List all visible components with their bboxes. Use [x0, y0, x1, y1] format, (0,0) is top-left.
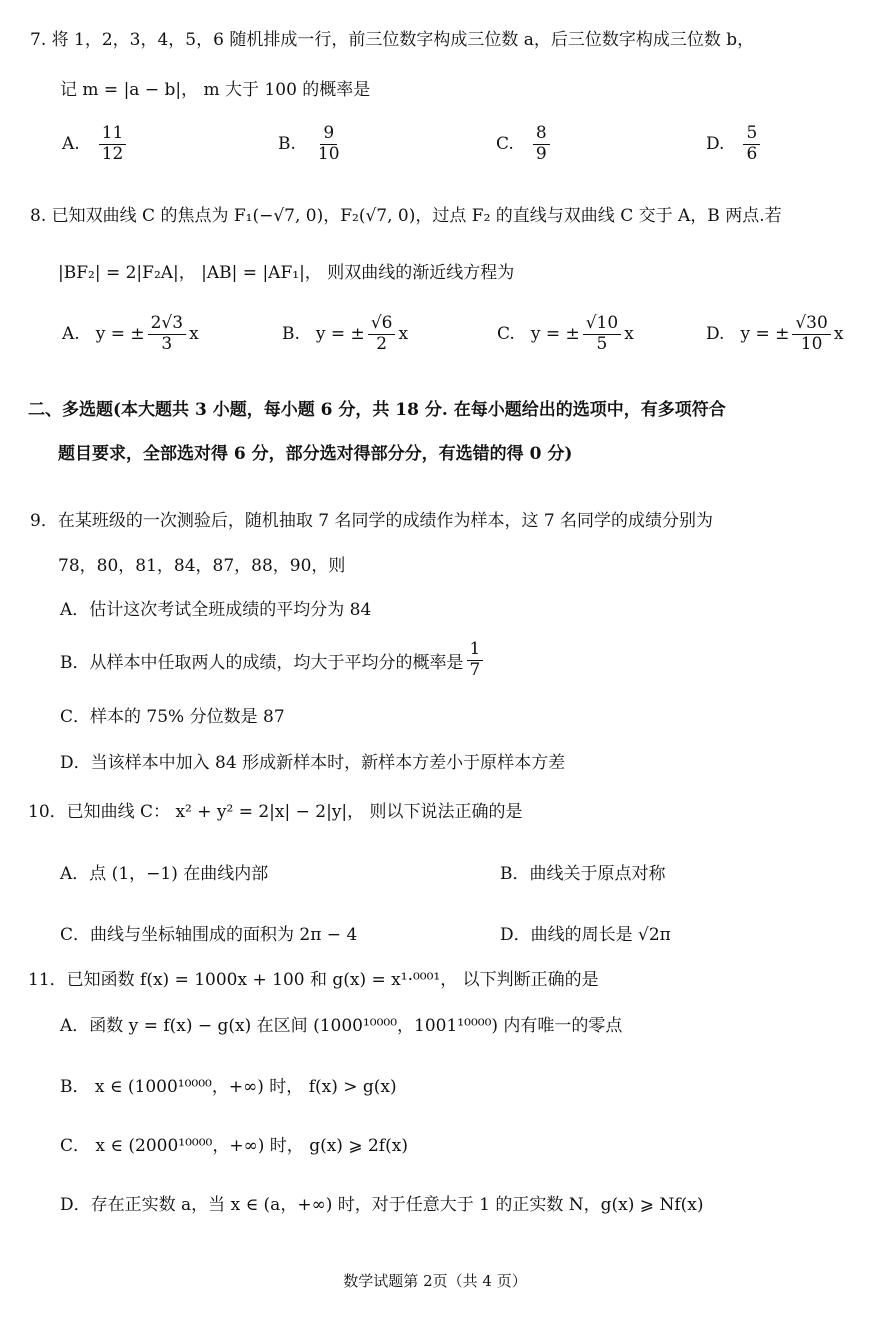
page-footer: 数学试题第 2页（共 4 页） [343, 1272, 527, 1290]
q8-option-c: C. y = ± $\frac{√10}{5}$ x [497, 313, 634, 354]
q8-option-a-fraction: $\frac{2√3}{3}$ [148, 314, 186, 354]
q9-option-c: C．样本的 75% 分位数是 87 [60, 707, 285, 727]
q10-option-b: B．曲线关于原点对称 [500, 864, 666, 884]
q7-option-b-fraction: $\frac{9}{10}$ [317, 123, 340, 164]
q7-stem-line2: 记 m = |a − b|， m 大于 100 的概率是 [60, 80, 371, 100]
q10-stem: 10．已知曲线 C： x² + y² = 2|x| − 2|y|， 则以下说法正确的是 [28, 802, 523, 822]
q8-option-c-fraction: $\frac{√10}{5}$ [583, 314, 621, 354]
section2-heading-line2: 题目要求，全部选对得 6 分，部分选对得部分分，有选错的得 0 分) [58, 444, 573, 464]
q9-option-a: A．估计这次考试全班成绩的平均分为 84 [60, 600, 372, 620]
q10-option-d: D．曲线的周长是 √2π [500, 925, 671, 945]
q7-option-d: D. $\frac{5}{6}$ [706, 124, 763, 164]
q8-stem-line1: 8. 已知双曲线 C 的焦点为 F₁(−√7, 0)，F₂(√7, 0)，过点 F₂ 的直线与双曲线 C 交于 A，B 两点.若 [30, 206, 782, 226]
q11-stem: 11．已知函数 f(x) = 1000x + 100 和 g(x) = x¹·⁰⁰⁰¹， 以下判断正确的是 [28, 970, 599, 990]
q9-stem-line1: 9．在某班级的一次测验后，随机抽取 7 名同学的成绩作为样本，这 7 名同学的成绩分别为 [30, 511, 714, 531]
q11-option-b: B． x ∈ (1000¹⁰⁰⁰⁰，+∞) 时， f(x) > g(x) [60, 1077, 397, 1097]
q11-option-c: C． x ∈ (2000¹⁰⁰⁰⁰，+∞) 时， g(x) ⩾ 2f(x) [60, 1136, 408, 1156]
q7-option-a: A. $\frac{11}{12}$ [62, 124, 129, 164]
section2-heading-line1: 二、多选题(本大题共 3 小题，每小题 6 分，共 18 分. 在每小题给出的选项中，有多项符合 [28, 400, 726, 420]
q8-option-d: D. y = ± $\frac{√30}{10}$ x [706, 313, 844, 354]
q8-option-d-fraction: $\frac{√30}{10}$ [792, 314, 830, 354]
q7-option-d-fraction: $\frac{5}{6}$ [743, 124, 760, 164]
q7-option-a-fraction: $\frac{11}{12}$ [99, 124, 127, 164]
q9-option-b: B．从样本中任取两人的成绩，均大于平均分的概率是 $\frac{1}{7}$ [60, 640, 486, 680]
q8-option-a: A. y = ± $\frac{2√3}{3}$ x [62, 313, 199, 354]
q8-stem-line2: |BF₂| = 2|F₂A|， |AB| = |AF₁|， 则双曲线的渐近线方程为 [58, 263, 515, 283]
q7-option-c-fraction: $\frac{8}{9}$ [533, 124, 550, 164]
q9-option-d: D．当该样本中加入 84 形成新样本时，新样本方差小于原样本方差 [60, 753, 566, 773]
q8-option-b: B. y = ± $\frac{√6}{2}$ x [282, 313, 409, 354]
q10-option-c: C．曲线与坐标轴围成的面积为 2π − 4 [60, 925, 358, 945]
q10-option-a: A．点 (1，−1) 在曲线内部 [60, 864, 269, 884]
q8-option-b-fraction: $\frac{√6}{2}$ [368, 314, 396, 354]
q11-option-a: A．函数 y = f(x) − g(x) 在区间 (1000¹⁰⁰⁰⁰，1001¹⁰⁰⁰⁰) 内有唯一的零点 [60, 1016, 623, 1036]
q7-option-b: B. $\frac{9}{10}$ [278, 124, 346, 164]
q7-stem-line1: 7. 将 1，2，3，4，5，6 随机排成一行，前三位数字构成三位数 a，后三位数字构成三位数 b， [30, 30, 755, 50]
q11-option-d: D．存在正实数 a，当 x ∈ (a，+∞) 时，对于任意大于 1 的正实数 N，g(x) ⩾ Nf(x) [60, 1195, 704, 1215]
q9-option-b-fraction: $\frac{1}{7}$ [467, 640, 484, 680]
q9-stem-line2: 78，80，81，84，87，88，90，则 [58, 556, 346, 576]
q7-option-c: C. $\frac{8}{9}$ [496, 124, 553, 164]
